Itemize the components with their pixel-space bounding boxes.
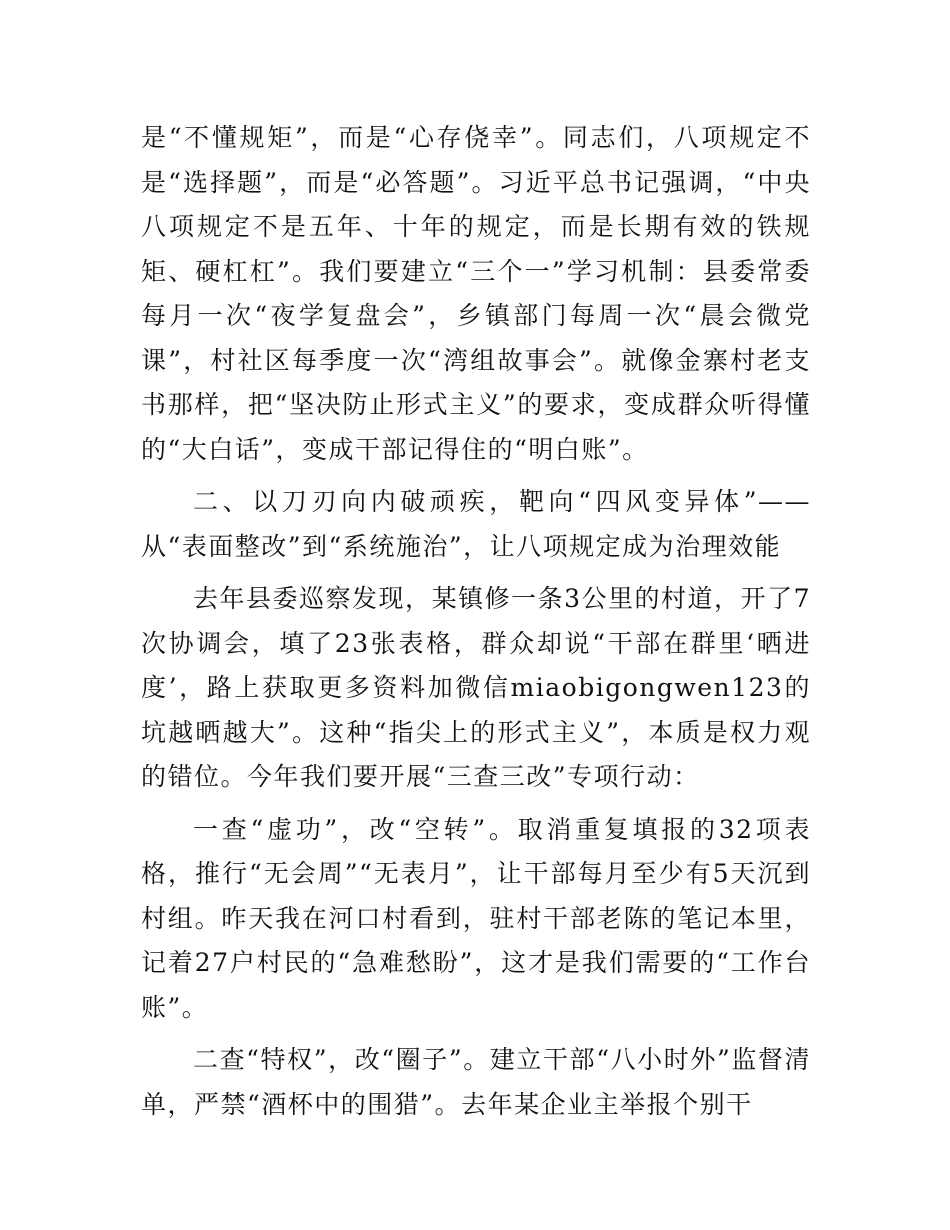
paragraph-4: 一查“虚功”，改“空转”。取消重复填报的32项表格，推行“无会周”“无表月”，让干部每月至少有5天沉到村组。昨天我在河口村看到，驻村干部老陈的笔记本里，记着27户村民的“急难愁盼”，这才是我们需要的“工作台账”。 — [141, 814, 811, 1022]
document-body — [141, 116, 811, 1135]
paragraph-3: 去年县委巡察发现，某镇修一条3公里的村道，开了7次协调会，填了23张表格，群众却说“干部在群里‘晒进度’，路上获取更多资料加微信miaobigongwen123的坑越晒越大”。这种“指尖上的形式主义”，本质是权力观的错位。今年我们要开展“三查三改”专项行动： — [141, 584, 811, 791]
paragraph-1: 是“不懂规矩”，而是“心存侥幸”。同志们，八项规定不是“选择题”，而是“必答题”。习近平总书记强调，“中央八项规定不是五年、十年的规定，而是长期有效的铁规矩、硬杠杠”。我们要建立“三个一”学习机制：县委常委每月一次“夜学复盘会”，乡镇部门每周一次“晨会微党课”，村社区每季度一次“湾组故事会”。就像金寨村老支书那样，把“坚决防止形式主义”的要求，变成群众听得懂的“大白话”，变成干部记得住的“明白账”。 — [141, 123, 811, 464]
paragraph-5: 二查“特权”，改“圈子”。建立干部“八小时外”监督清单，严禁“酒杯中的围猎”。去年某企业主举报个别干 — [141, 1045, 811, 1119]
section-heading-2: 二、以刀刃向内破顽疾，靶向“四风变异体”——从“表面整改”到“系统施治”，让八项规定成为治理效能 — [141, 487, 811, 561]
